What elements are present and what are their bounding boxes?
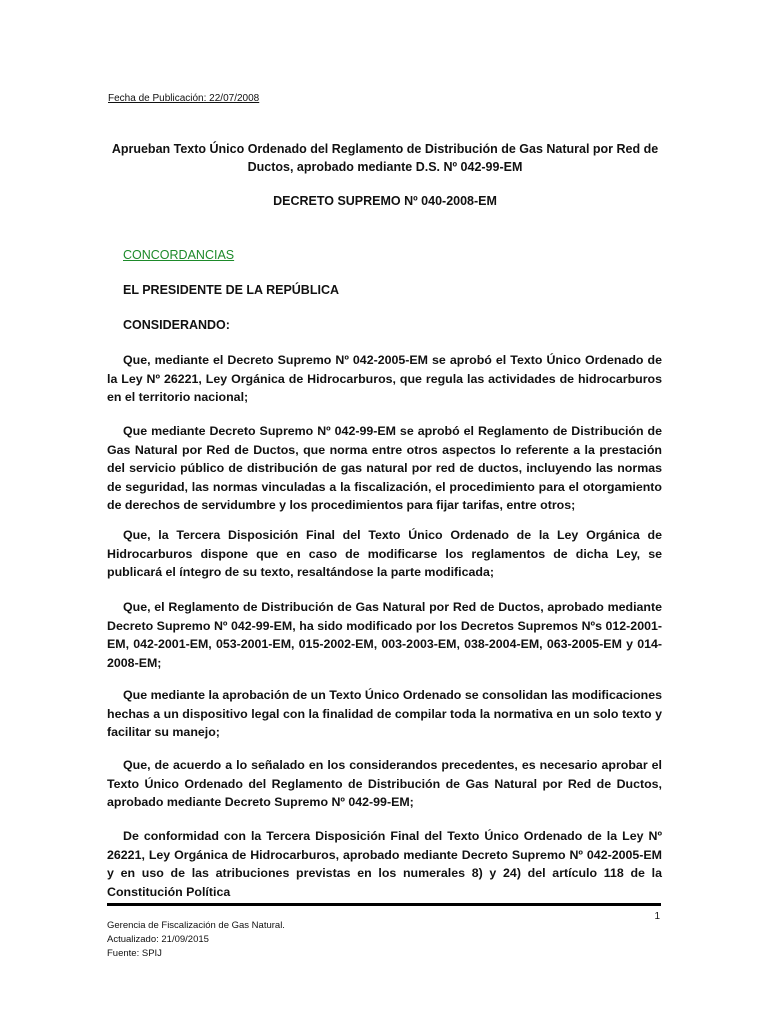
concordancias-link[interactable]: CONCORDANCIAS (123, 248, 235, 262)
footer-agency: Gerencia de Fiscalización de Gas Natural. (107, 920, 285, 931)
considerando-paragraph-7: De conformidad con la Tercera Disposición Final del Texto Único Ordenado de la Ley Nº 26221, Ley Orgánica de Hidrocarburos, aprobado mediante Decreto Supremo Nº 042-2005-EM y en uso de las atribuciones previstas en los numerales 8) y 24) del artículo 118 de la Constitución Política (107, 829, 662, 899)
considerando-paragraph-3: Que, la Tercera Disposición Final del Texto Único Ordenado de la Ley Orgánica de Hidrocarburos dispone que en caso de modificarse los reglamentos de dicha Ley, se publicará el íntegro de su texto, resaltándose la parte modificada; (107, 528, 662, 579)
footer-info (107, 919, 285, 961)
footer-source: Fuente: SPIJ (107, 948, 162, 959)
footer-updated: Actualizado: 21/09/2015 (107, 934, 209, 945)
considerando-paragraph-6: Que, de acuerdo a lo señalado en los considerandos precedentes, es necesario aprobar el Texto Único Ordenado del Reglamento de Distribución de Gas Natural por Red de Ductos, aprobado mediante Decreto Supremo Nº 042-99-EM; (107, 758, 662, 809)
decree-number: DECRETO SUPREMO Nº 040-2008-EM (273, 194, 497, 208)
footer-divider (107, 903, 661, 906)
considerando-paragraph-5: Que mediante la aprobación de un Texto Único Ordenado se consolidan las modificaciones hechas a un dispositivo legal con la finalidad de compilar toda la normativa en un solo texto y facilitar su manejo; (107, 688, 662, 739)
page-number: 1 (654, 911, 660, 922)
document-title: Aprueban Texto Único Ordenado del Reglamento de Distribución de Gas Natural por Red de Ductos, aprobado mediante D.S. Nº 042-99-EM (111, 142, 659, 174)
considerando-paragraph-4: Que, el Reglamento de Distribución de Gas Natural por Red de Ductos, aprobado mediante Decreto Supremo Nº 042-99-EM, ha sido modificado por los Decretos Supremos Nºs 012-2001-EM, 042-2001-EM, 053-2001-EM, 015-2002-EM, 003-2003-EM, 038-2004-EM, 063-2005-EM y 014-2008-EM; (107, 600, 662, 670)
considerando-heading: CONSIDERANDO: (123, 318, 230, 332)
considerando-paragraph-2: Que mediante Decreto Supremo Nº 042-99-EM se aprobó el Reglamento de Distribución de Gas Natural por Red de Ductos, que norma entre otros aspectos lo referente a la prestación del servicio público de distribución de gas natural por red de ductos, incluyendo las normas de seguridad, las normas vinculadas a la fiscalización, el procedimiento para el otorgamiento de derechos de servidumbre y los procedimientos para fijar tarifas, entre otros; (107, 424, 662, 512)
considerando-paragraph-1: Que, mediante el Decreto Supremo Nº 042-2005-EM se aprobó el Texto Único Ordenado de la Ley Nº 26221, Ley Orgánica de Hidrocarburos, que regula las actividades de hidrocarburos en el territorio nacional; (107, 353, 662, 404)
presidente-heading: EL PRESIDENTE DE LA REPÚBLICA (123, 283, 339, 297)
publication-date: Fecha de Publicación: 22/07/2008 (108, 93, 260, 104)
